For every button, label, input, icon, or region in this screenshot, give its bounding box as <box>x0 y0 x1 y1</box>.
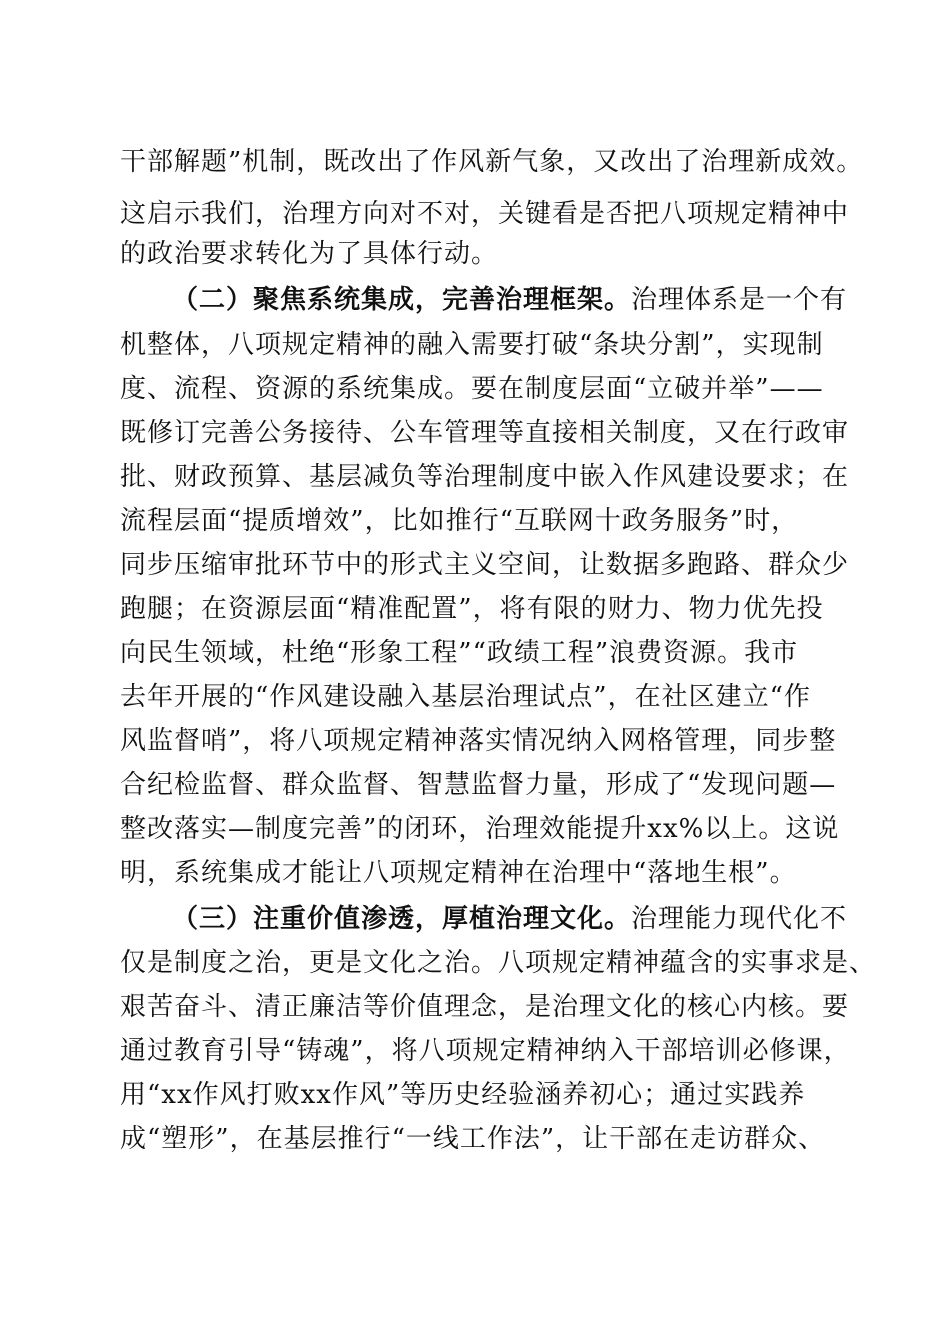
paragraph-line: 用“xx作风打败xx作风”等历史经验涵养初心；通过实践养 <box>120 1080 806 1110</box>
paragraph-line: 批、财政预算、基层减负等治理制度中嵌入作风建设要求；在 <box>120 462 850 492</box>
paragraph-line: 风监督哨”，将八项规定精神落实情况纳入网格管理，同步整 <box>120 726 837 756</box>
paragraph-line: 通过教育引导“铸魂”，将八项规定精神纳入干部培训必修课， <box>120 1036 851 1066</box>
paragraph-line: 仅是制度之治，更是文化之治。八项规定精神蕴含的实事求是、 <box>120 948 877 978</box>
paragraph-line: 合纪检监督、群众监督、智慧监督力量，形成了“发现问题— <box>120 770 837 800</box>
paragraph-line: 向民生领域，杜绝“形象工程”“政绩工程”浪费资源。我市 <box>120 638 799 668</box>
section-2-first-line <box>172 283 847 317</box>
paragraph-line: 干部解题”机制，既改出了作风新气象，又改出了治理新成效。 <box>120 147 864 177</box>
paragraph-line: 明，系统集成才能让八项规定精神在治理中“落地生根”。 <box>120 858 797 888</box>
section-3-text: 治理能力现代化不 <box>631 904 848 934</box>
paragraph-line: 这启示我们，治理方向对不对，关键看是否把八项规定精神中 <box>120 199 850 229</box>
paragraph-line: 的政治要求转化为了具体行动。 <box>120 239 499 269</box>
paragraph-line: 度、流程、资源的系统集成。要在制度层面“立破并举”—— <box>120 374 824 404</box>
paragraph-line: 成“塑形”，在基层推行“一线工作法”，让干部在走访群众、 <box>120 1124 826 1154</box>
section-3-first-line <box>172 902 847 936</box>
paragraph-line: 去年开展的“作风建设融入基层治理试点”，在社区建立“作 <box>120 682 811 712</box>
paragraph-line: 机整体，八项规定精神的融入需要打破“条块分割”，实现制 <box>120 330 824 360</box>
paragraph-line: 整改落实—制度完善”的闭环，治理效能提升xx%以上。这说 <box>120 814 840 844</box>
section-3-heading: （三）注重价值渗透，厚植治理文化。 <box>172 904 632 934</box>
paragraph-line: 同步压缩审批环节中的形式主义空间，让数据多跑路、群众少 <box>120 550 850 580</box>
paragraph-line: 流程层面“提质增效”，比如推行“互联网十政务服务”时， <box>120 506 799 536</box>
section-2-heading: （二）聚焦系统集成，完善治理框架。 <box>172 285 632 315</box>
paragraph-line: 既修订完善公务接待、公车管理等直接相关制度，又在行政审 <box>120 418 850 448</box>
paragraph-line: 艰苦奋斗、清正廉洁等价值理念，是治理文化的核心内核。要 <box>120 992 850 1022</box>
section-2-text: 治理体系是一个有 <box>631 285 848 315</box>
paragraph-line: 跑腿；在资源层面“精准配置”，将有限的财力、物力优先投 <box>120 594 824 624</box>
